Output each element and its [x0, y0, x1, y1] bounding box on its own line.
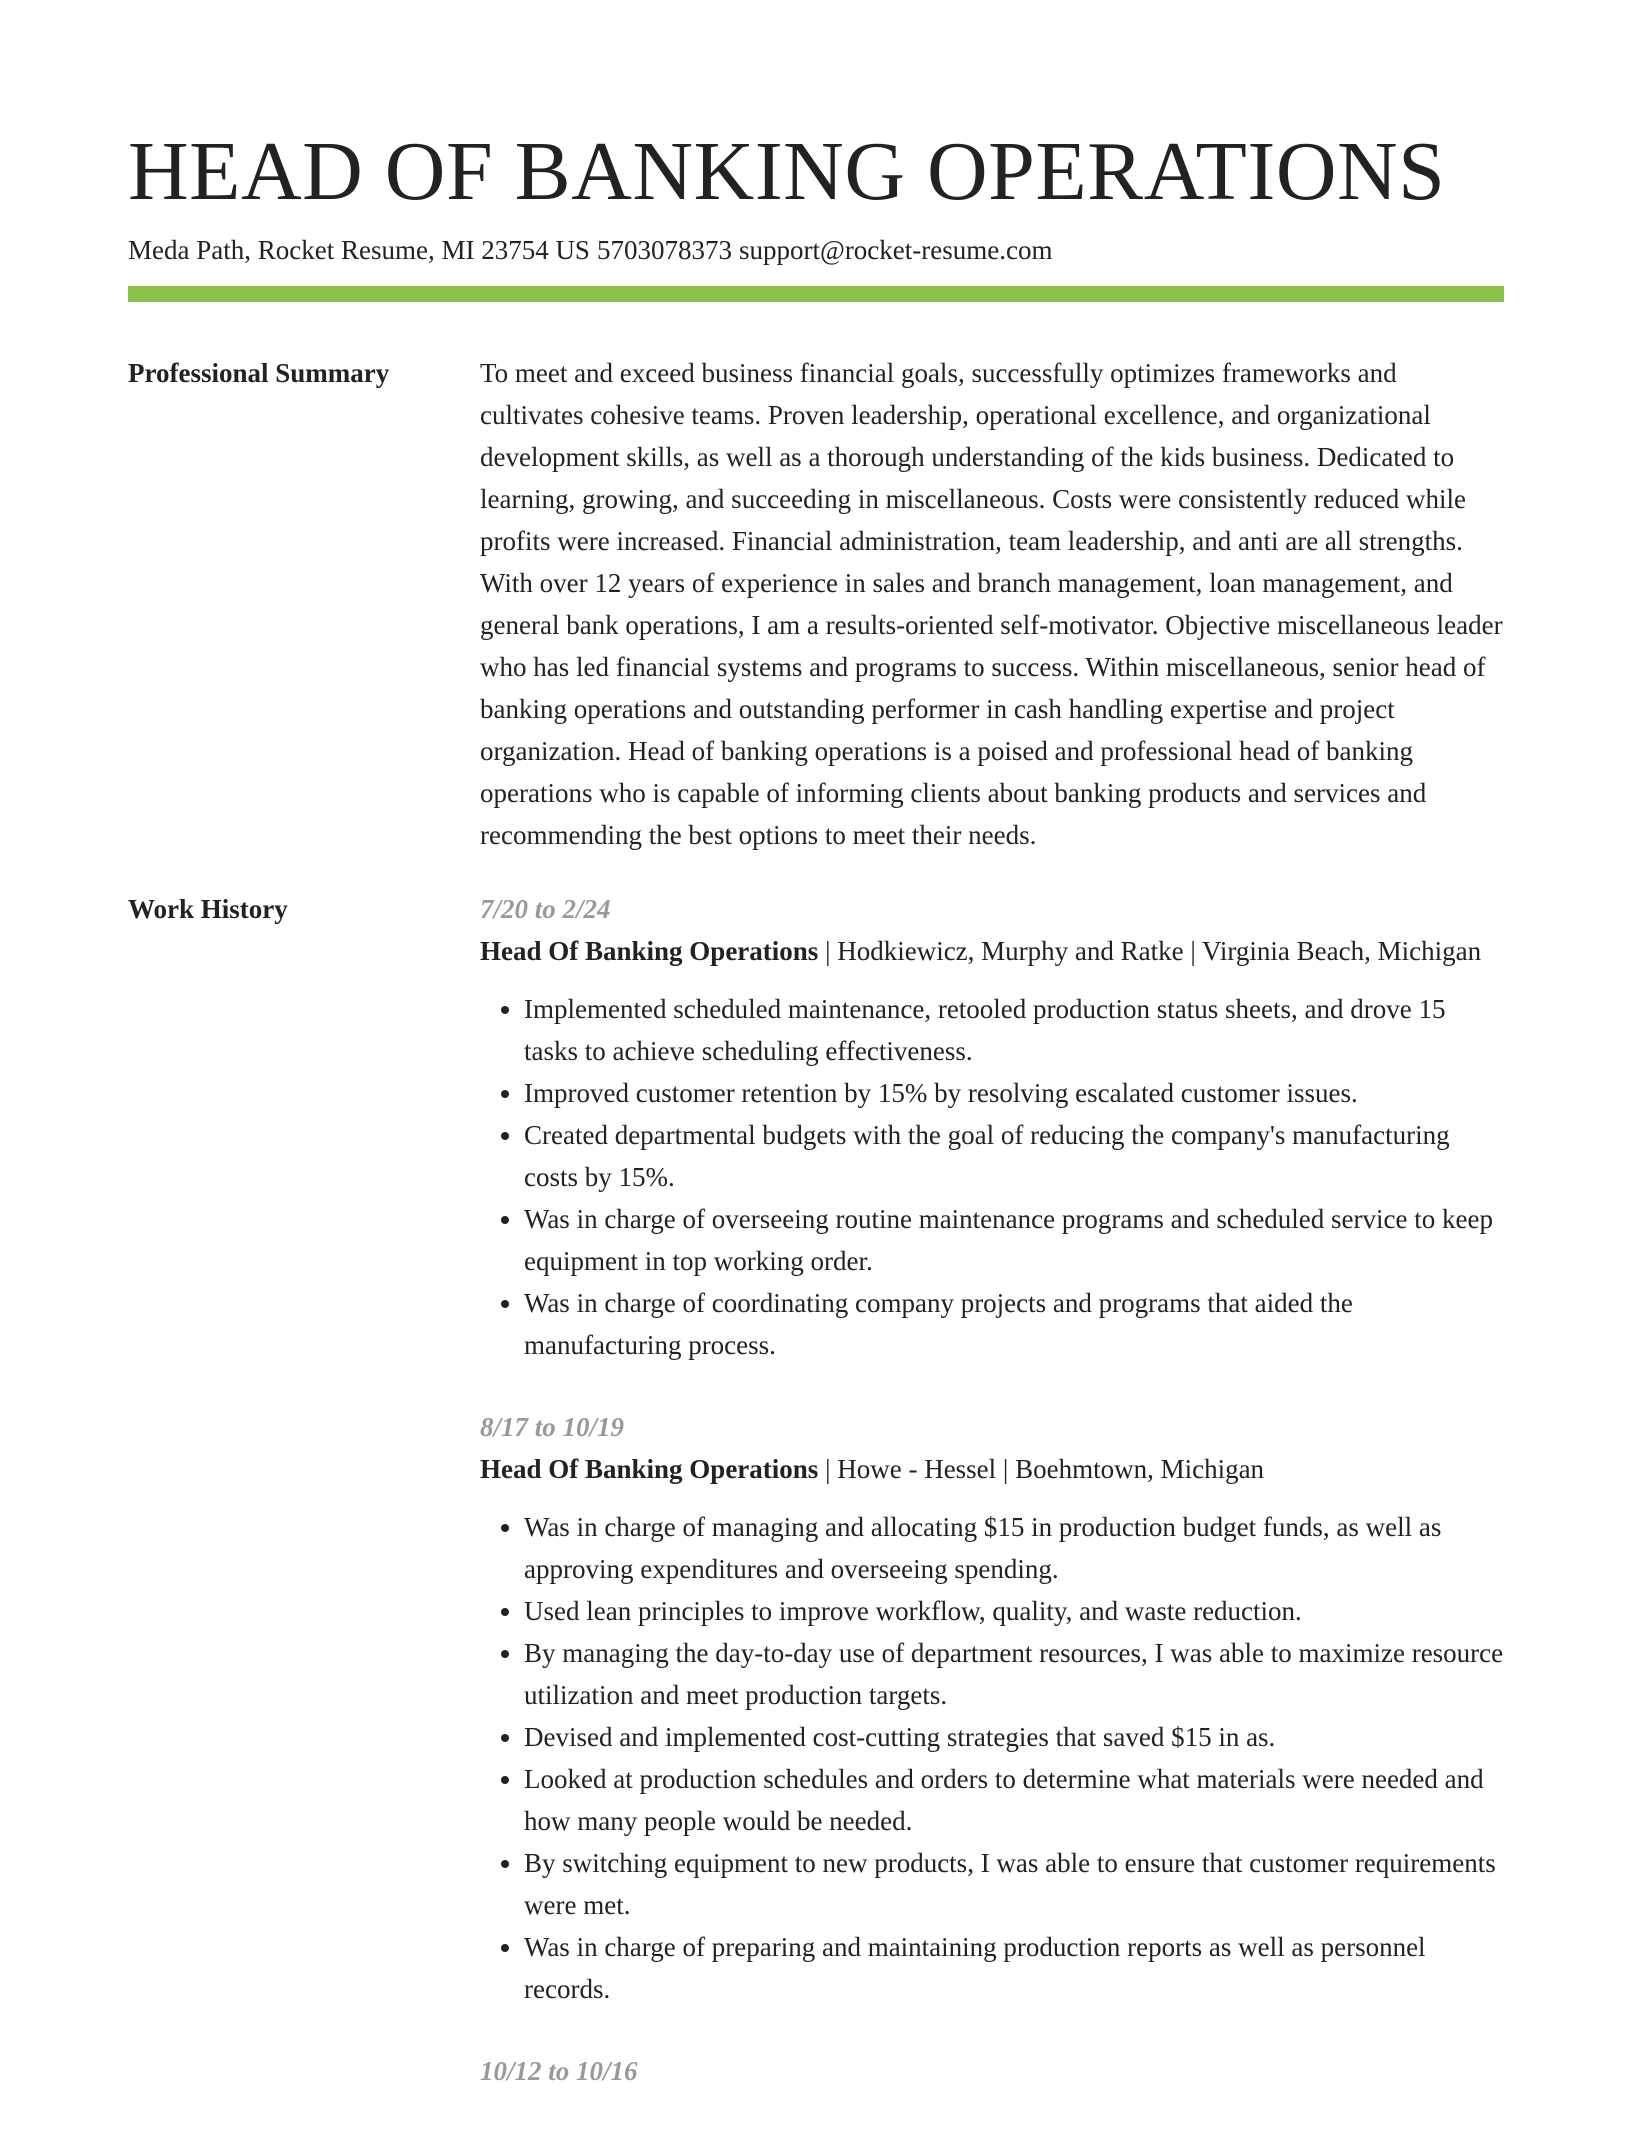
contact-address: Meda Path, Rocket Resume, MI 23754 US — [128, 235, 590, 265]
job-bullet: • By managing the day-to-day use of department resources, I was able to maximize resource utilization and meet production targets. — [524, 1632, 1504, 1716]
job-bullet: • Devised and implemented cost-cutting strategies that saved $15 in as. — [524, 1716, 1504, 1758]
job-bullets — [480, 988, 1504, 1366]
job-heading — [480, 930, 1504, 972]
job-entry — [480, 1406, 1504, 2010]
job-entry — [480, 2050, 1504, 2092]
job-dates: 7/20 to 2/24 — [480, 894, 611, 924]
work-history-section — [128, 888, 1504, 2132]
work-history-heading: Work History — [128, 894, 288, 924]
job-bullet: • Was in charge of managing and allocating $15 in production budget funds, as well as approving expenditures and overseeing spending. — [524, 1506, 1504, 1590]
job-title: Head Of Banking Operations — [480, 1454, 819, 1484]
job-title: Head Of Banking Operations — [480, 936, 819, 966]
job-bullet: • By switching equipment to new products, I was able to ensure that customer requirements were met. — [524, 1842, 1504, 1926]
resume-title: HEAD OF BANKING OPERATIONS — [128, 125, 1446, 218]
job-bullet: • Was in charge of coordinating company projects and programs that aided the manufacturing process. — [524, 1282, 1504, 1366]
summary-heading: Professional Summary — [128, 358, 390, 388]
job-heading — [480, 1448, 1504, 1490]
accent-divider — [128, 286, 1504, 302]
job-bullets — [480, 1506, 1504, 2010]
summary-text: To meet and exceed business financial goals, successfully optimizes frameworks and cultivates cohesive teams. Proven leadership, operational excellence, and organizational development skills, as well as a thorough understanding of the kids business. Dedicated to learning, growing, and succeeding in miscellaneous. Costs were consistently reduced while profits were increased. Financial administration, team leadership, and anti are all strengths. With over 12 years of experience in sales and branch management, loan management, and general bank operations, I am a results-oriented self-motivator. Objective miscellaneous leader who has led financial systems and programs to success. Within miscellaneous, senior head of banking operations and outstanding performer in cash handling expertise and project organization. Head of banking operations is a poised and professional head of banking operations who is capable of informing clients about banking products and services and recommending the best options to meet their needs. — [480, 358, 1503, 850]
job-bullet: • Implemented scheduled maintenance, retooled production status sheets, and drove 15 tasks to achieve scheduling effectiveness. — [524, 988, 1504, 1072]
job-details: | Hodkiewicz, Murphy and Ratke | Virginia Beach, Michigan — [818, 936, 1482, 966]
job-bullet: • Created departmental budgets with the goal of reducing the company's manufacturing costs by 15%. — [524, 1114, 1504, 1198]
job-entry — [480, 888, 1504, 1366]
job-bullet: • Was in charge of overseeing routine maintenance programs and scheduled service to keep equipment in top working order. — [524, 1198, 1504, 1282]
resume-page — [128, 0, 1504, 2132]
job-dates: 10/12 to 10/16 — [480, 2056, 638, 2086]
job-bullet: • Was in charge of preparing and maintaining production reports as well as personnel records. — [524, 1926, 1504, 2010]
contact-phone: 5703078373 — [596, 235, 732, 265]
summary-section — [128, 352, 1504, 856]
job-bullet: • Improved customer retention by 15% by resolving escalated customer issues. — [524, 1072, 1504, 1114]
contact-line — [128, 232, 1504, 268]
job-dates: 8/17 to 10/19 — [480, 1412, 625, 1442]
contact-email: support@rocket-resume.com — [738, 235, 1053, 265]
job-bullet: • Looked at production schedules and orders to determine what materials were needed and how many people would be needed. — [524, 1758, 1504, 1842]
job-details: | Howe - Hessel | Boehmtown, Michigan — [818, 1454, 1265, 1484]
job-bullet: • Used lean principles to improve workflow, quality, and waste reduction. — [524, 1590, 1504, 1632]
